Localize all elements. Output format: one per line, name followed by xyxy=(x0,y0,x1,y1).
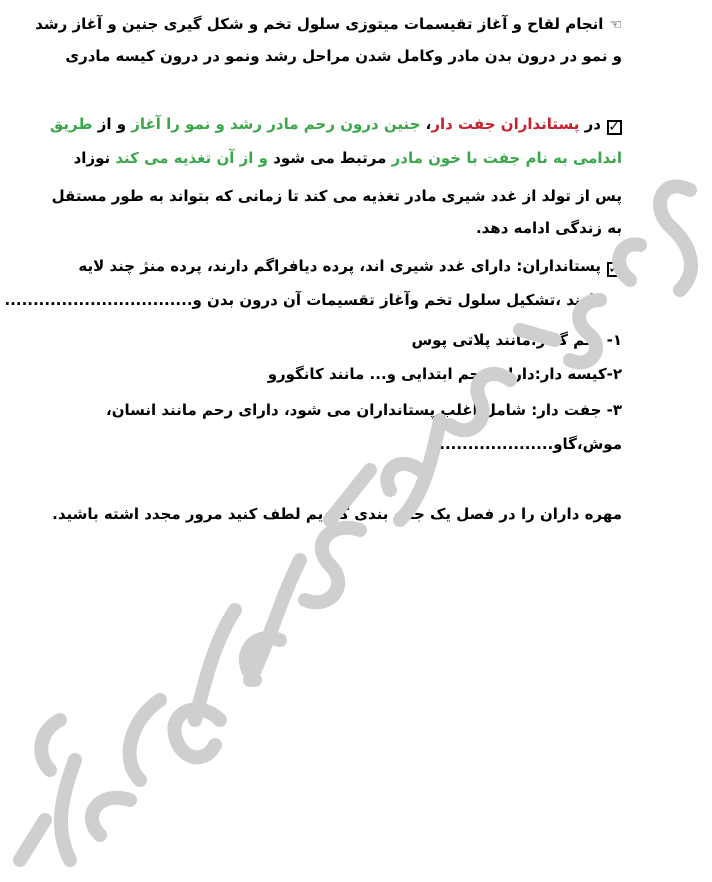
intro-line-1: ☜انجام لقاح و آغاز تقیسمات میتوزی سلول تخم و شکل گیری جنین و آغاز رشد xyxy=(35,15,622,33)
checkbox-checked-icon: ✓ xyxy=(608,261,620,277)
placental-line-3: پس از تولد از غدد شیری مادر تغذیه می کند تا زمانی که بتواند به طور مستقل xyxy=(51,187,622,205)
mammals-line-1: ✓پستانداران: دارای غدد شیری اند، پرده دیافراگم دارند، پرده منژ چند لایه xyxy=(78,257,620,277)
checkbox-checked-icon: ✓ xyxy=(608,119,620,135)
review-note: مهره داران را در فصل یک جمع بندی کردیم لطف کنید مرور مجدد اشته باشید. xyxy=(52,505,622,523)
placental-line-2: اندامی به نام جفت با خون مادر مرتبط می شود و از آن تغذیه می کند نوزاد xyxy=(73,149,622,167)
pointing-hand-icon: ☜ xyxy=(609,17,622,33)
intro-line-2: و نمو در درون بدن مادر وکامل شدن مراحل رشد ونمو در درون کیسه مادری xyxy=(65,47,622,65)
placental-line-4: به زندگی ادامه دهد. xyxy=(475,219,622,237)
mammal-type-3-continued: موش،گاو...................... xyxy=(427,435,622,453)
mammal-type-2: ۲-کیسه دار:دارای رحم ابتدایی و... مانند کانگورو xyxy=(267,365,622,383)
mammals-line-2: دارند ،تشکیل سلول تخم وآغاز تقسیمات آن درون بدن و................................. xyxy=(4,291,602,309)
mammal-type-1: ۱- تخم گذار:مانند پلاتی پوس xyxy=(411,331,622,349)
placental-line-1: ✓در پستانداران جفت دار، جنین درون رحم مادر رشد و نمو را آغاز و از طریق xyxy=(49,115,620,135)
mammal-type-3: ۳- جفت دار: شامل اغلب پستانداران می شود، دارای رحم مانند انسان، xyxy=(106,401,622,419)
